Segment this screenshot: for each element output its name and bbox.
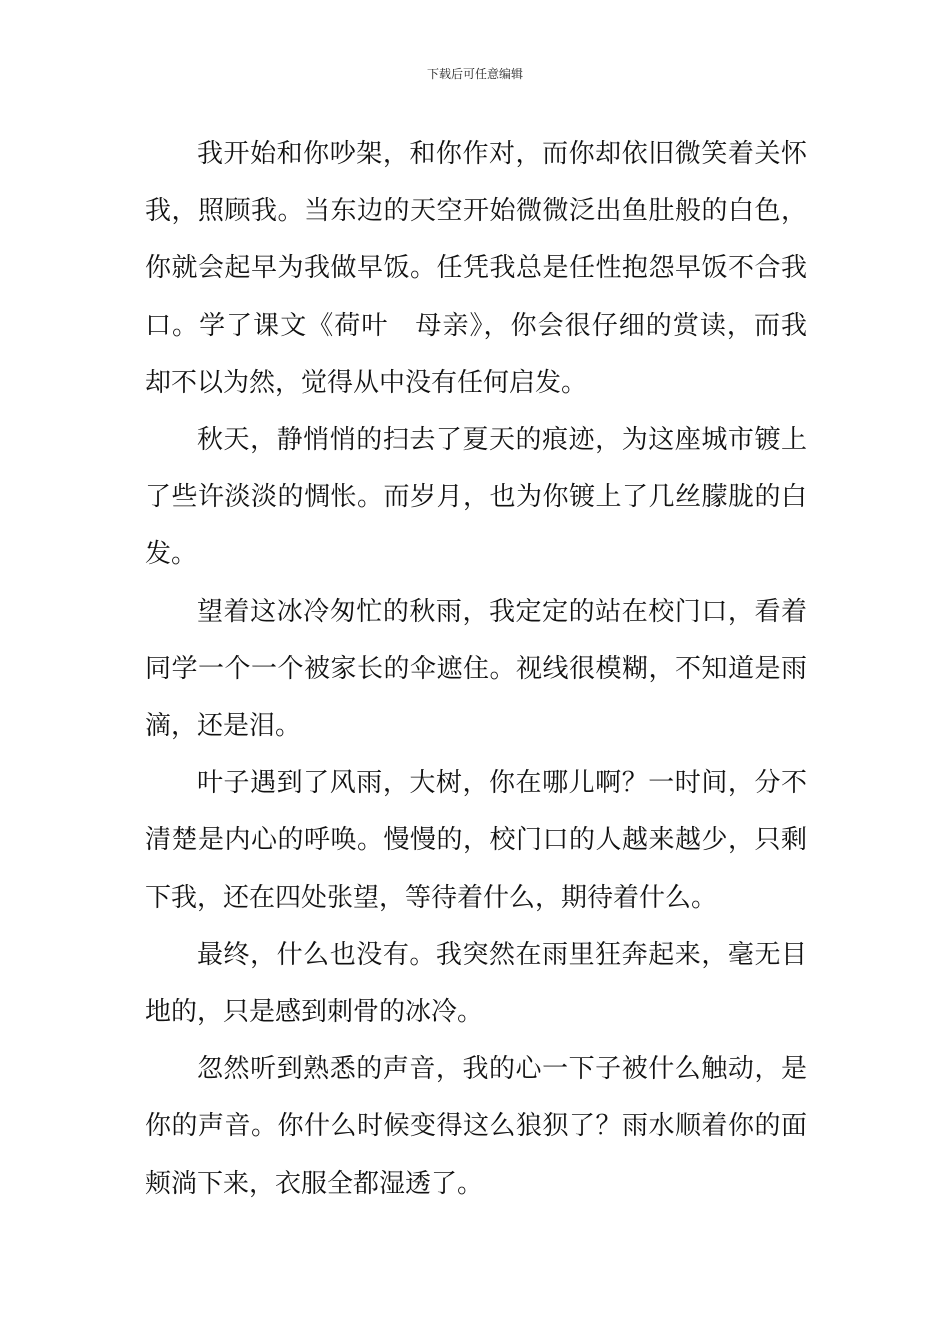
document-body — [145, 126, 807, 1213]
paragraph: 叶子遇到了风雨，大树，你在哪儿啊？一时间，分不清楚是内心的呼唤。慢慢的，校门口的人越来越少，只剩下我，还在四处张望，等待着什么，期待着什么。 — [145, 768, 807, 913]
paragraph: 望着这冰冷匆忙的秋雨，我定定的站在校门口，看着同学一个一个被家长的伞遮住。视线很模糊，不知道是雨滴，还是泪。 — [145, 596, 807, 742]
paragraph: 忽然听到熟悉的声音，我的心一下子被什么触动，是你的声音。你什么时候变得这么狼狈了？雨水顺着你的面颊淌下来，衣服全都湿透了。 — [145, 1054, 807, 1199]
paragraph: 最终，什么也没有。我突然在雨里狂奔起来，毫无目地的，只是感到刺骨的冰冷。 — [145, 939, 807, 1028]
paragraph: 秋天，静悄悄的扫去了夏天的痕迹，为这座城市镀上了些许淡淡的惆怅。而岁月，也为你镀上了几丝朦胧的白发。 — [145, 425, 807, 570]
paragraph: 我开始和你吵架，和你作对，而你却依旧微笑着关怀我，照顾我。当东边的天空开始微微泛出鱼肚般的白色，你就会起早为我做早饭。任凭我总是任性抱怨早饭不合我口。学了课文《荷叶 母亲》，你会很仔细的赏读，而我却不以为然，觉得从中没有任何启发。 — [145, 139, 807, 398]
page-header: 下载后可任意编辑 — [426, 67, 523, 81]
